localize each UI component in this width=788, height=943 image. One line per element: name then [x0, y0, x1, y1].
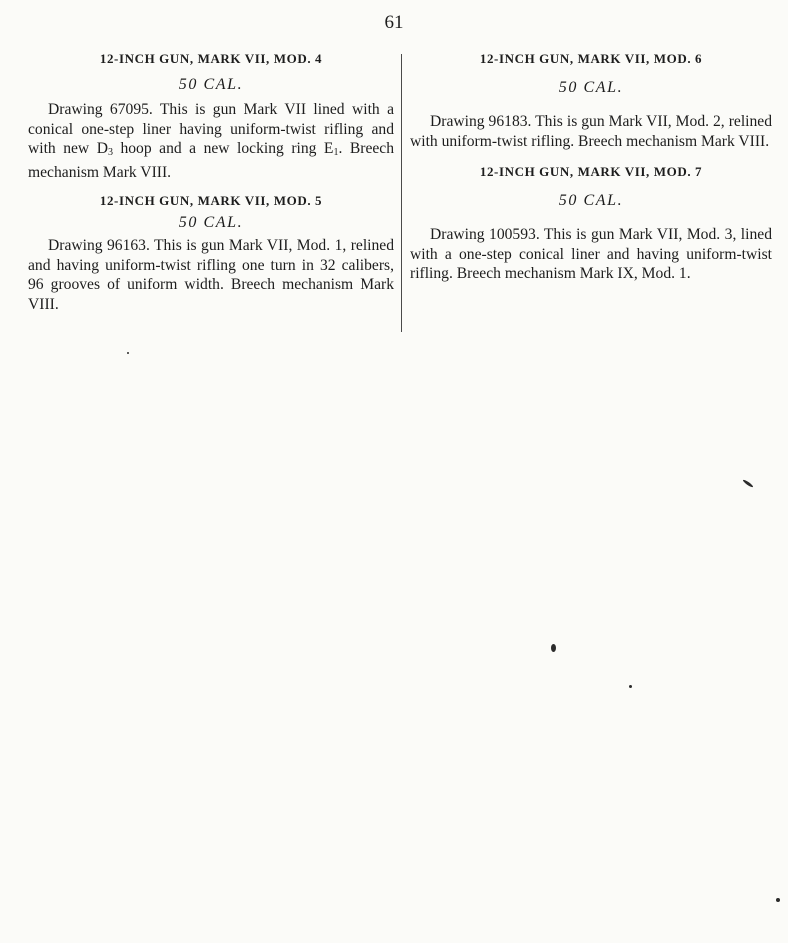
section-body: Drawing 96183. This is gun Mark VII, Mod. 2, relined with uniform-twist rifling. Breech mechanism Mark VIII. — [410, 113, 772, 150]
section-heading: 12-INCH GUN, MARK VII, MOD. 7 — [479, 164, 703, 179]
ink-speck — [551, 644, 556, 652]
section-mod-5 — [28, 192, 394, 314]
ink-speck — [629, 685, 632, 688]
subscript: 3 — [107, 147, 113, 158]
body-text-part: hoop and a new locking ring E — [112, 140, 334, 157]
column-divider — [401, 54, 402, 332]
ink-speck — [127, 352, 129, 354]
ink-speck — [776, 898, 780, 902]
ink-speck — [742, 479, 754, 488]
caliber-label: 50 CAL. — [558, 192, 624, 209]
body-text-part: . Breech mechanism Mark VIII. — [28, 140, 395, 181]
subscript: 1 — [333, 147, 339, 158]
page-number: 61 — [384, 12, 404, 33]
caliber-label: 50 CAL. — [178, 214, 244, 231]
section-body — [28, 100, 394, 182]
section-mod-4 — [28, 50, 394, 182]
right-column — [410, 50, 772, 284]
section-heading: 12-INCH GUN, MARK VII, MOD. 4 — [99, 51, 323, 66]
section-body: Drawing 96163. This is gun Mark VII, Mod. 1, relined and having uniform-twist rifling one turn in 32 calibers, 96 grooves of uniform width. Breech mechanism Mark VIII. — [28, 237, 394, 313]
caliber-label: 50 CAL. — [558, 79, 624, 96]
body-text-part: Drawing 67095. This is gun Mark VII lined with a conical one-step liner having uniform-twist rifling and with new D — [28, 101, 394, 157]
left-column — [28, 50, 394, 314]
section-heading: 12-INCH GUN, MARK VII, MOD. 5 — [99, 193, 323, 208]
section-mod-6 — [410, 50, 772, 151]
caliber-label: 50 CAL. — [178, 76, 244, 93]
section-mod-7 — [410, 163, 772, 284]
section-heading: 12-INCH GUN, MARK VII, MOD. 6 — [479, 51, 703, 66]
section-body: Drawing 100593. This is gun Mark VII, Mod. 3, lined with a one-step conical liner and having uniform-twist rifling. Breech mechanism Mark IX, Mod. 1. — [410, 226, 772, 282]
